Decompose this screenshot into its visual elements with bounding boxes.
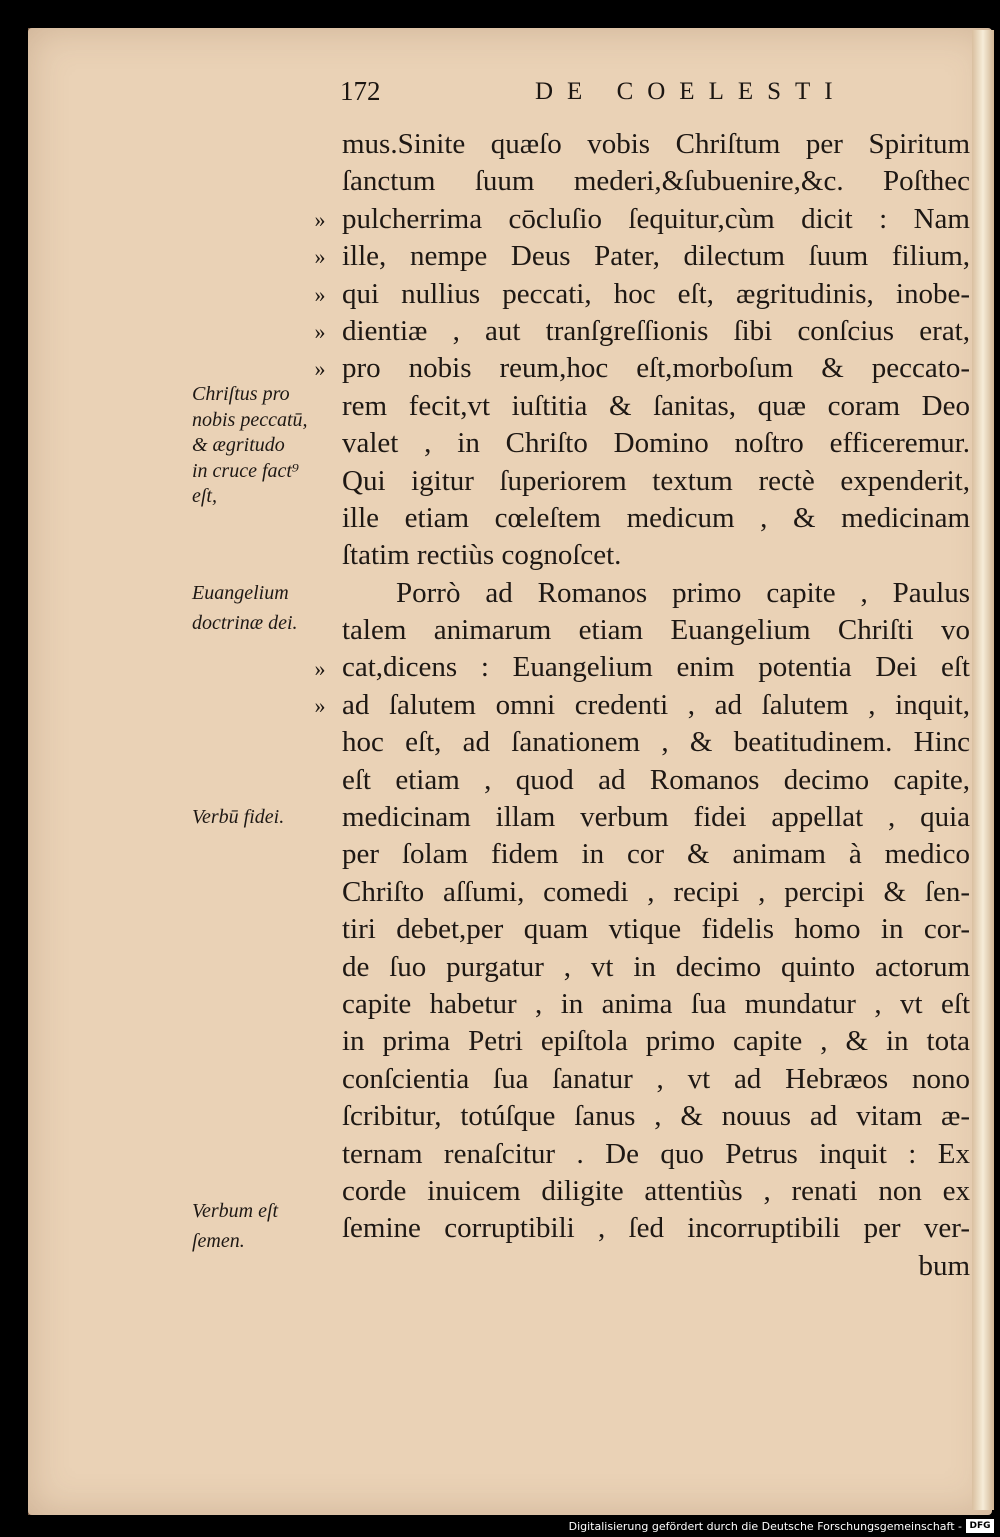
text-line: Porrò ad Romanos primo capite , Paulus	[396, 576, 970, 609]
text-line: capite habetur , in anima ſua mundatur , vt eſt	[342, 987, 970, 1020]
text-line: ſanctum ſuum mederi,&ſubuenire,&c. Poſthec	[342, 165, 970, 198]
text-line: valet , in Chriſto Domino noſtro efficeremur.	[342, 427, 970, 460]
body-text	[342, 126, 970, 1285]
text-line: ſcribitur, totúſque ſanus , & nouus ad vitam æ-	[342, 1100, 970, 1133]
text-line: talem animarum etiam Euangelium Chriſti vo	[342, 614, 970, 647]
text-line: medicinam illam verbum fidei appellat , quia	[342, 801, 970, 834]
text-line: ſemine corruptibili , ſed incorruptibili per ver-	[342, 1212, 970, 1245]
text-line: hoc eſt, ad ſanationem , & beatitudinem. Hinc	[342, 726, 970, 759]
running-head: DE COELESTI	[535, 78, 847, 105]
margin-note-christ: Chriſtus pro nobis peccatū, & ægritudo in cruce fact⁹ eſt,	[192, 383, 308, 507]
text-line: ad ſalutem omni credenti , ad ſalutem , inquit,	[342, 688, 970, 721]
quotation-mark: »	[314, 319, 326, 344]
quotation-mark: »	[314, 281, 326, 307]
text-line: per ſolam fidem in cor & animam à medico	[342, 838, 970, 871]
quotation-mark: »	[314, 206, 326, 232]
text-line: dientiæ , aut tranſgreſſionis ſibi conſcius erat,	[342, 314, 970, 347]
quotation-mark: »	[314, 693, 326, 718]
text-line: pulcherrima cōcluſio ſequitur,cùm dicit : Nam	[342, 202, 970, 235]
text-line: conſcientia ſua ſanatur , vt ad Hebræos nono	[342, 1062, 970, 1095]
text-line: qui nullius peccati, hoc eſt, ægritudinis, inobe-	[342, 277, 970, 310]
margin-note-word-seed: Verbum eſt ſemen.	[192, 1200, 279, 1252]
footer-bar	[0, 1517, 1000, 1537]
page-header	[340, 76, 960, 112]
catchword: bum	[918, 1249, 970, 1282]
dfg-logo-icon: DFG	[966, 1519, 994, 1533]
text-line: ſtatim rectiùs cognoſcet.	[342, 539, 622, 572]
text-line: corde inuicem diligite attentiùs , renati non ex	[342, 1174, 970, 1207]
margin-note-gospel: Euangelium doctrinæ dei.	[192, 582, 298, 634]
text-line: in prima Petri epiſtola primo capite , & in tota	[342, 1025, 970, 1058]
text-line: Chriſto aſſumi, comedi , recipi , percipi & ſen-	[342, 875, 970, 908]
quotation-mark: »	[314, 244, 326, 270]
text-line: eſt etiam , quod ad Romanos decimo capite,	[342, 763, 970, 796]
text-line: mus.Sinite quæſo vobis Chriſtum per Spiritum	[342, 128, 970, 160]
text-line: ternam renaſcitur . De quo Petrus inquit : Ex	[342, 1137, 970, 1170]
quotation-mark: »	[314, 655, 326, 681]
quotation-mark: »	[314, 356, 326, 382]
text-line: rem fecit,vt iuſtitia & ſanitas, quæ coram Deo	[342, 389, 970, 422]
page-number: 172	[340, 76, 381, 106]
text-line: ille etiam cœleſtem medicum , & medicinam	[342, 501, 970, 534]
funding-notice: Digitalisierung gefördert durch die Deutsche Forschungsgemeinschaft -	[568, 1520, 962, 1533]
text-line: cat,dicens : Euangelium enim potentia Dei eſt	[342, 651, 970, 684]
text-line: pro nobis reum,hoc eſt,morboſum & peccato-	[342, 352, 970, 385]
margin-note-word-of-faith: Verbū fidei.	[192, 806, 285, 828]
text-line: Qui igitur ſuperiorem textum rectè expenderit,	[342, 464, 970, 497]
text-line: ille, nempe Deus Pater, dilectum ſuum filium,	[342, 240, 970, 273]
text-line: de ſuo purgatur , vt in decimo quinto actorum	[342, 950, 970, 983]
text-line: tiri debet,per quam vtique fidelis homo in cor-	[342, 913, 970, 946]
page-fore-edge	[972, 30, 994, 1510]
